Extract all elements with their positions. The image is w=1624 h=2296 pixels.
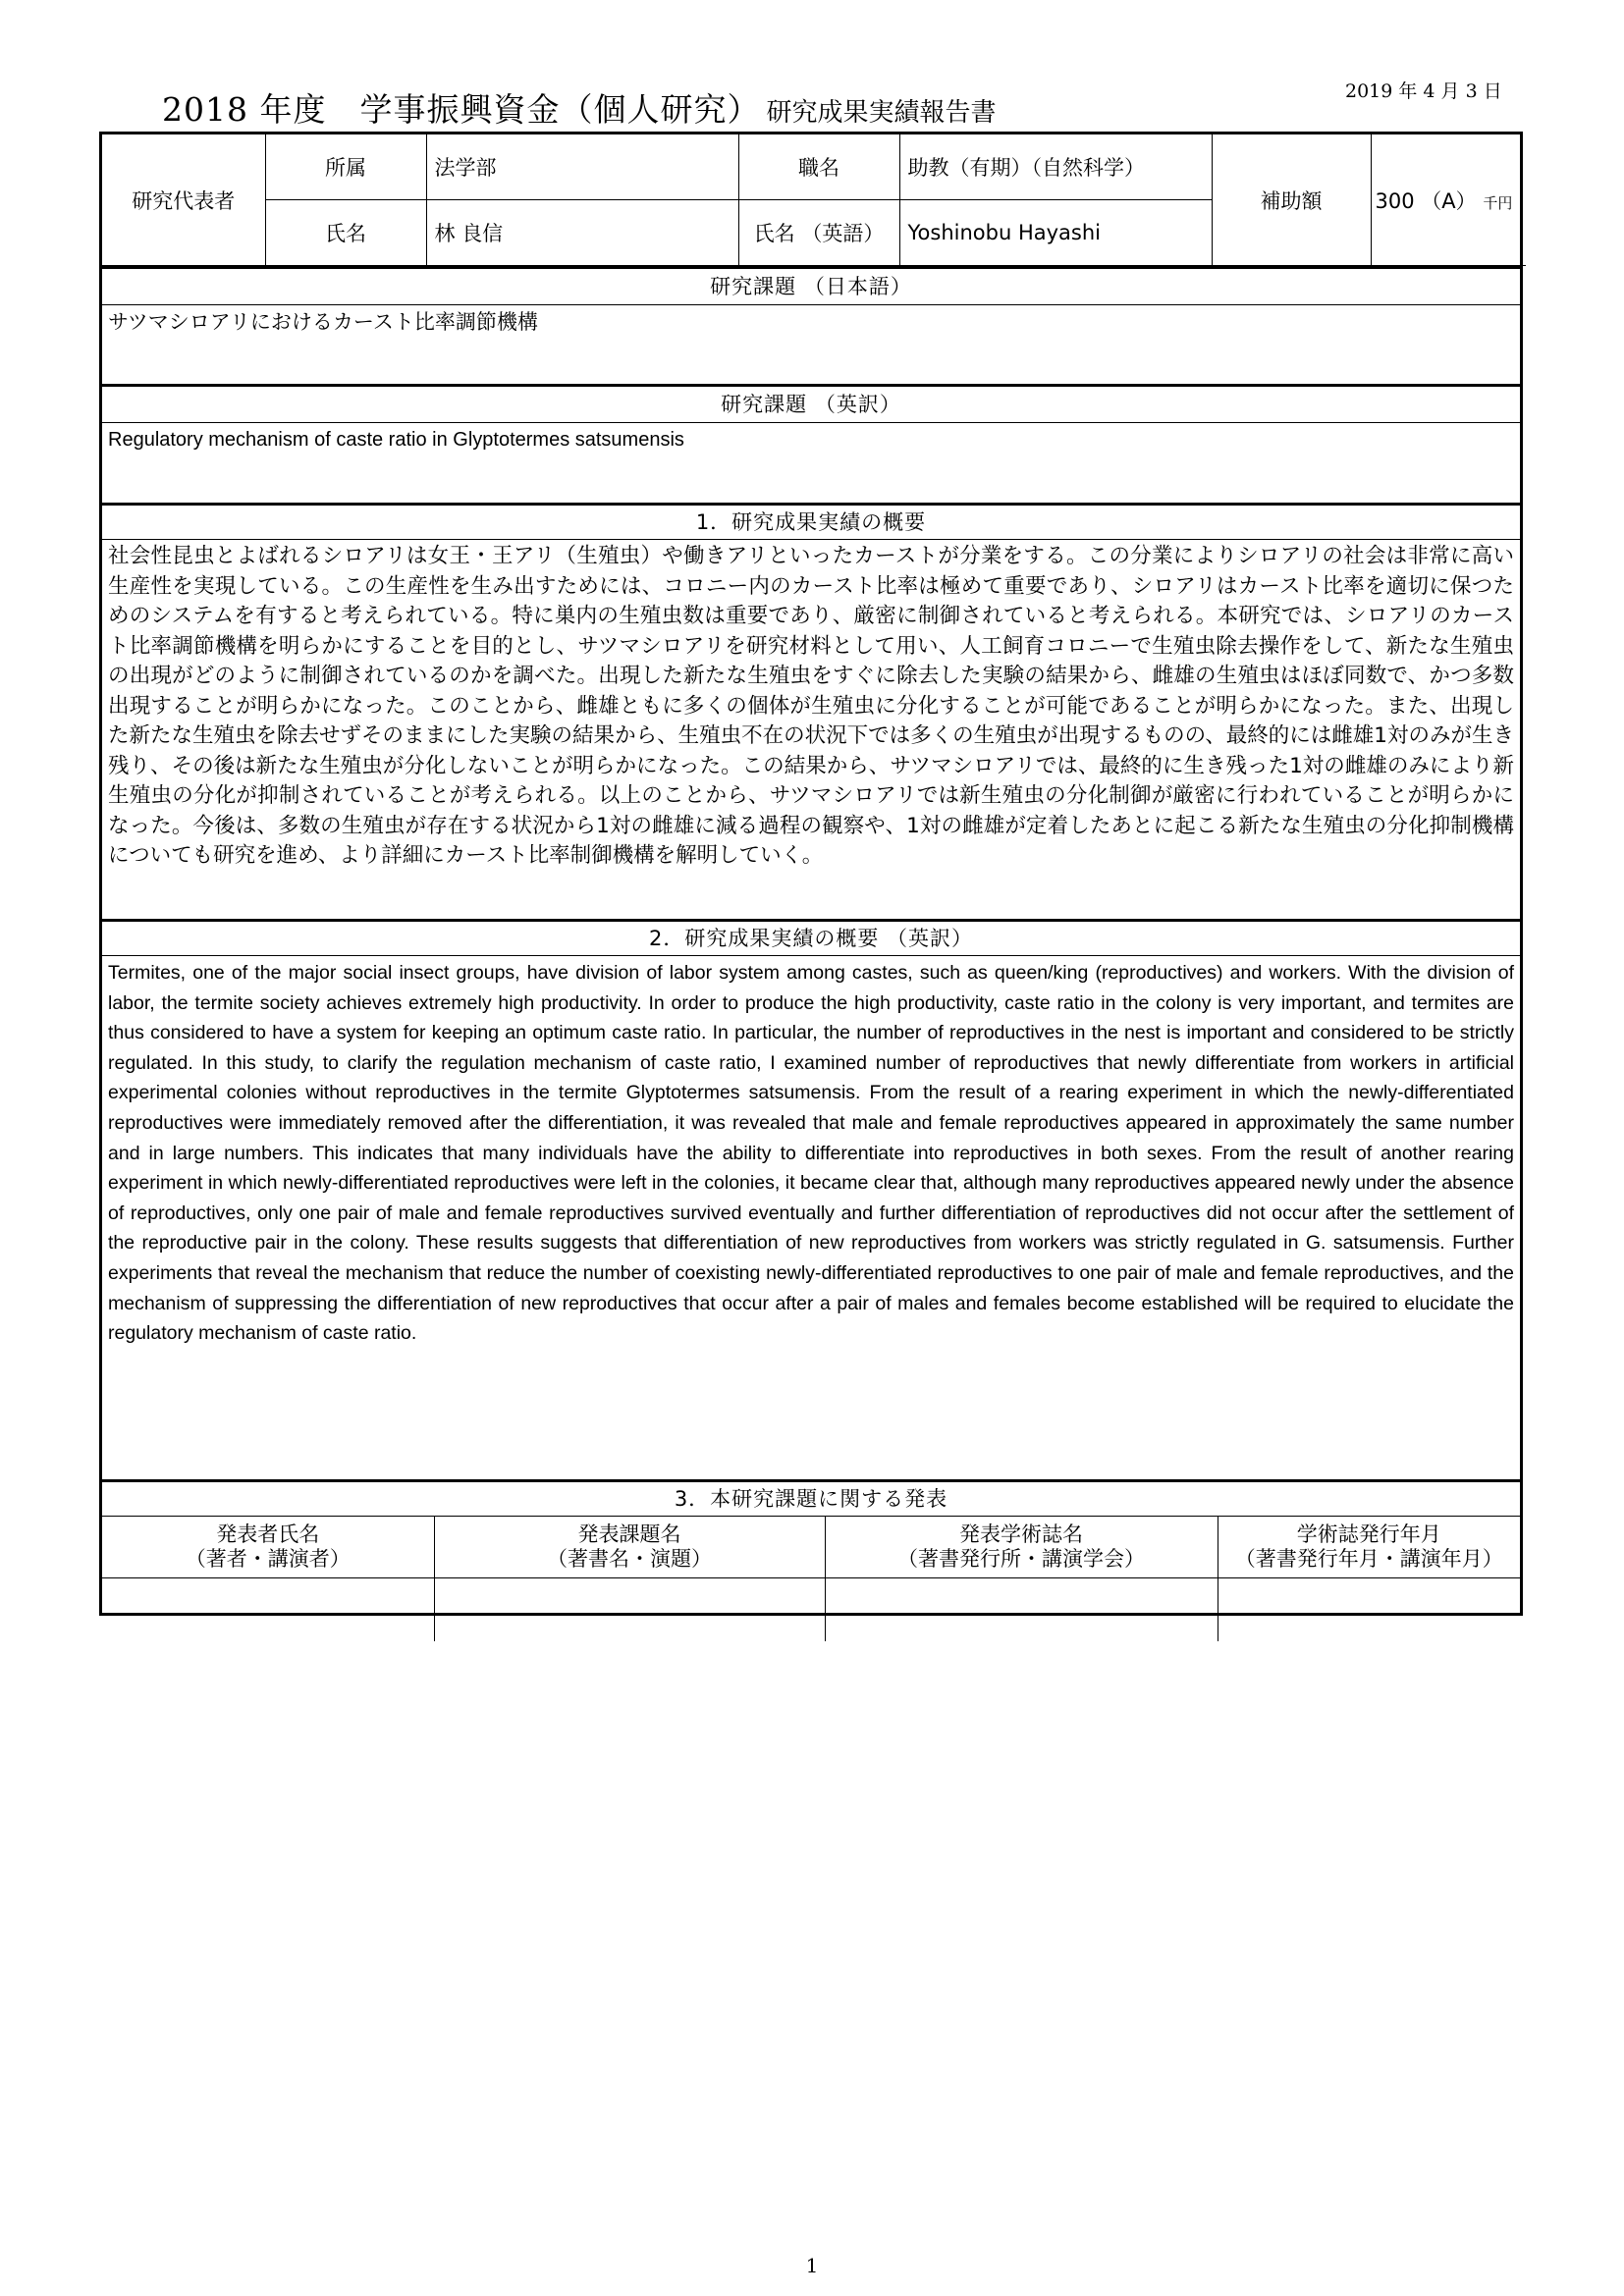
- table-row: [102, 1578, 1520, 1642]
- grant-label: 補助額: [1212, 134, 1371, 266]
- topic-en-text: Regulatory mechanism of caste ratio in Glyptotermes satsumensis: [108, 429, 684, 451]
- title-sub: 研究成果実績報告書: [766, 98, 997, 128]
- name-en-value: Yoshinobu Hayashi: [899, 200, 1212, 266]
- topic-en-heading: 研究課題 （英訳）: [102, 384, 1520, 423]
- summary-jp-text: 社会性昆虫とよばれるシロアリは女王・王アリ（生殖虫）や働きアリといったカーストが分業をする。この分業によりシロアリの社会は非常に高い生産性を実現している。この生産性を生み出すためには、コロニー内のカースト比率は極めて重要であり、シロアリはカースト比率を適切に保つためのシステムを有すると考えられている。特に巣内の生殖虫数は重要であり、厳密に制御されていると考えられる。本研究では、シロアリのカースト比率調節機構を明らかにすることを目的とし、サツマシロアリを研究材料として用い、人工飼育コロニーで生殖虫除去操作をして、新たな生殖虫の出現がどのように制御されているのかを調べた。出現した新たな生殖虫をすぐに除去した実験の結果から、雌雄の生殖虫はほぼ同数で、かつ多数出現することが明らかになった。このことから、雌雄ともに多くの個体が生殖虫に分化することが可能であることが明らかになった。また、出現した新たな生殖虫を除去せずそのままにした実験の結果から、生殖虫不在の状況下では多くの生殖虫が出現するものの、最終的には雌雄1対のみが生き残り、その後は新たな生殖虫が分化しないことが明らかになった。この結果から、サツマシロアリでは、最終的に生き残った1対の雌雄のみにより新生殖虫の分化が抑制されていることが考えられる。以上のことから、サツマシロアリでは新生殖虫の分化制御が厳密に行われていることが明らかになった。今後は、多数の生殖虫が存在する状況から1対の雌雄に減る過程の観察や、1対の雌雄が定着したあとに起こる新たな生殖虫の分化抑制機構についても研究を進め、より詳細にカースト比率制御機構を解明していく。: [108, 544, 1514, 868]
- pub-col-presenter-sub: （著者・講演者）: [185, 1547, 351, 1571]
- topic-jp-heading: 研究課題 （日本語）: [102, 266, 1520, 305]
- pub-cell-presenter: [102, 1578, 434, 1642]
- affiliation-label: 所属: [265, 134, 426, 200]
- name-label: 氏名: [265, 200, 426, 266]
- pub-col-journal: [825, 1517, 1218, 1578]
- name-en-label: 氏名 （英語）: [738, 200, 899, 266]
- title-main: 2018 年度 学事振興資金（個人研究）: [162, 90, 761, 129]
- pub-col-topic: [434, 1517, 825, 1578]
- position-value: 助教（有期）（自然科学）: [899, 134, 1212, 200]
- topic-jp-text: サツマシロアリにおけるカースト比率調節機構: [108, 310, 538, 334]
- pub-col-date-title: 学術誌発行年月: [1296, 1522, 1441, 1546]
- report-date: 2019 年 4 月 3 日: [1345, 80, 1502, 102]
- report-form: [99, 132, 1523, 1616]
- grant-cell: [1371, 134, 1526, 266]
- position-label: 職名: [738, 134, 899, 200]
- pub-col-topic-sub: （著書名・演題）: [547, 1547, 712, 1571]
- pub-col-date-sub: （著書発行年月・講演年月）: [1234, 1547, 1503, 1571]
- affiliation-value: 法学部: [426, 134, 738, 200]
- pub-col-journal-title: 発表学術誌名: [959, 1522, 1083, 1546]
- publications-table: [102, 1517, 1520, 1641]
- publications-heading: 3．本研究課題に関する発表: [102, 1479, 1520, 1517]
- pub-col-journal-sub: （著書発行所・講演学会）: [897, 1547, 1145, 1571]
- pub-cell-journal: [825, 1578, 1218, 1642]
- pub-col-presenter: [102, 1517, 434, 1578]
- pub-cell-topic: [434, 1578, 825, 1642]
- pub-cell-date: [1218, 1578, 1520, 1642]
- name-value: 林 良信: [426, 200, 738, 266]
- summary-en-heading: 2．研究成果実績の概要 （英訳）: [102, 919, 1520, 956]
- summary-en-text: Termites, one of the major social insect groups, have division of labor system among castes, such as queen/king (reproductives) and workers. With the division of labor, the termite society achieves extremely high productivity. In order to produce the high productivity, caste ratio in the colony is very important, and termites are thus considered to have a system for keeping an optimum caste ratio. In particular, the number of reproductives in the nest is important and considered to be strictly regulated. In this study, to clarify the regulation mechanism of caste ratio, I examined number of reproductives that newly differentiate from workers in artificial experimental colonies without reproductives in the termite Glyptotermes satsumensis. From the result of a rearing experiment in which the newly-differentiated reproductives were immediately removed after the differentiation, it was revealed that male and female reproductives appeared in approximately the same number and in large numbers. This indicates that many individuals have the ability to differentiate into reproductives in both sexes. From the result of another rearing experiment in which newly-differentiated reproductives were left in the colonies, it became clear that, although many reproductives appeared newly under the absence of reproductives, only one pair of male and female reproductives survived eventually and further differentiation of reproductives did not occur after the settlement of the reproductive pair in the colony. These results suggests that differentiation of new reproductives from workers was strictly regulated in G. satsumensis. Further experiments that reveal the mechanism that reduce the number of coexisting newly-differentiated reproductives to one pair of male and female reproductives, and the mechanism of suppressing the differentiation of new reproductives that occur after a pair of males and females become established will be required to elucidate the regulatory mechanism of caste ratio.: [108, 962, 1514, 1345]
- grant-value: 300 （A）: [1375, 188, 1477, 213]
- page-number: 1: [805, 2254, 819, 2277]
- pub-col-presenter-title: 発表者氏名: [216, 1522, 320, 1546]
- info-table: [102, 134, 1526, 266]
- page-title: [162, 84, 997, 131]
- summary-jp-heading: 1．研究成果実績の概要: [102, 503, 1520, 540]
- pub-col-topic-title: 発表課題名: [577, 1522, 681, 1546]
- pub-col-date: [1218, 1517, 1520, 1578]
- representative-label: 研究代表者: [102, 134, 265, 266]
- grant-unit: 千円: [1483, 193, 1513, 212]
